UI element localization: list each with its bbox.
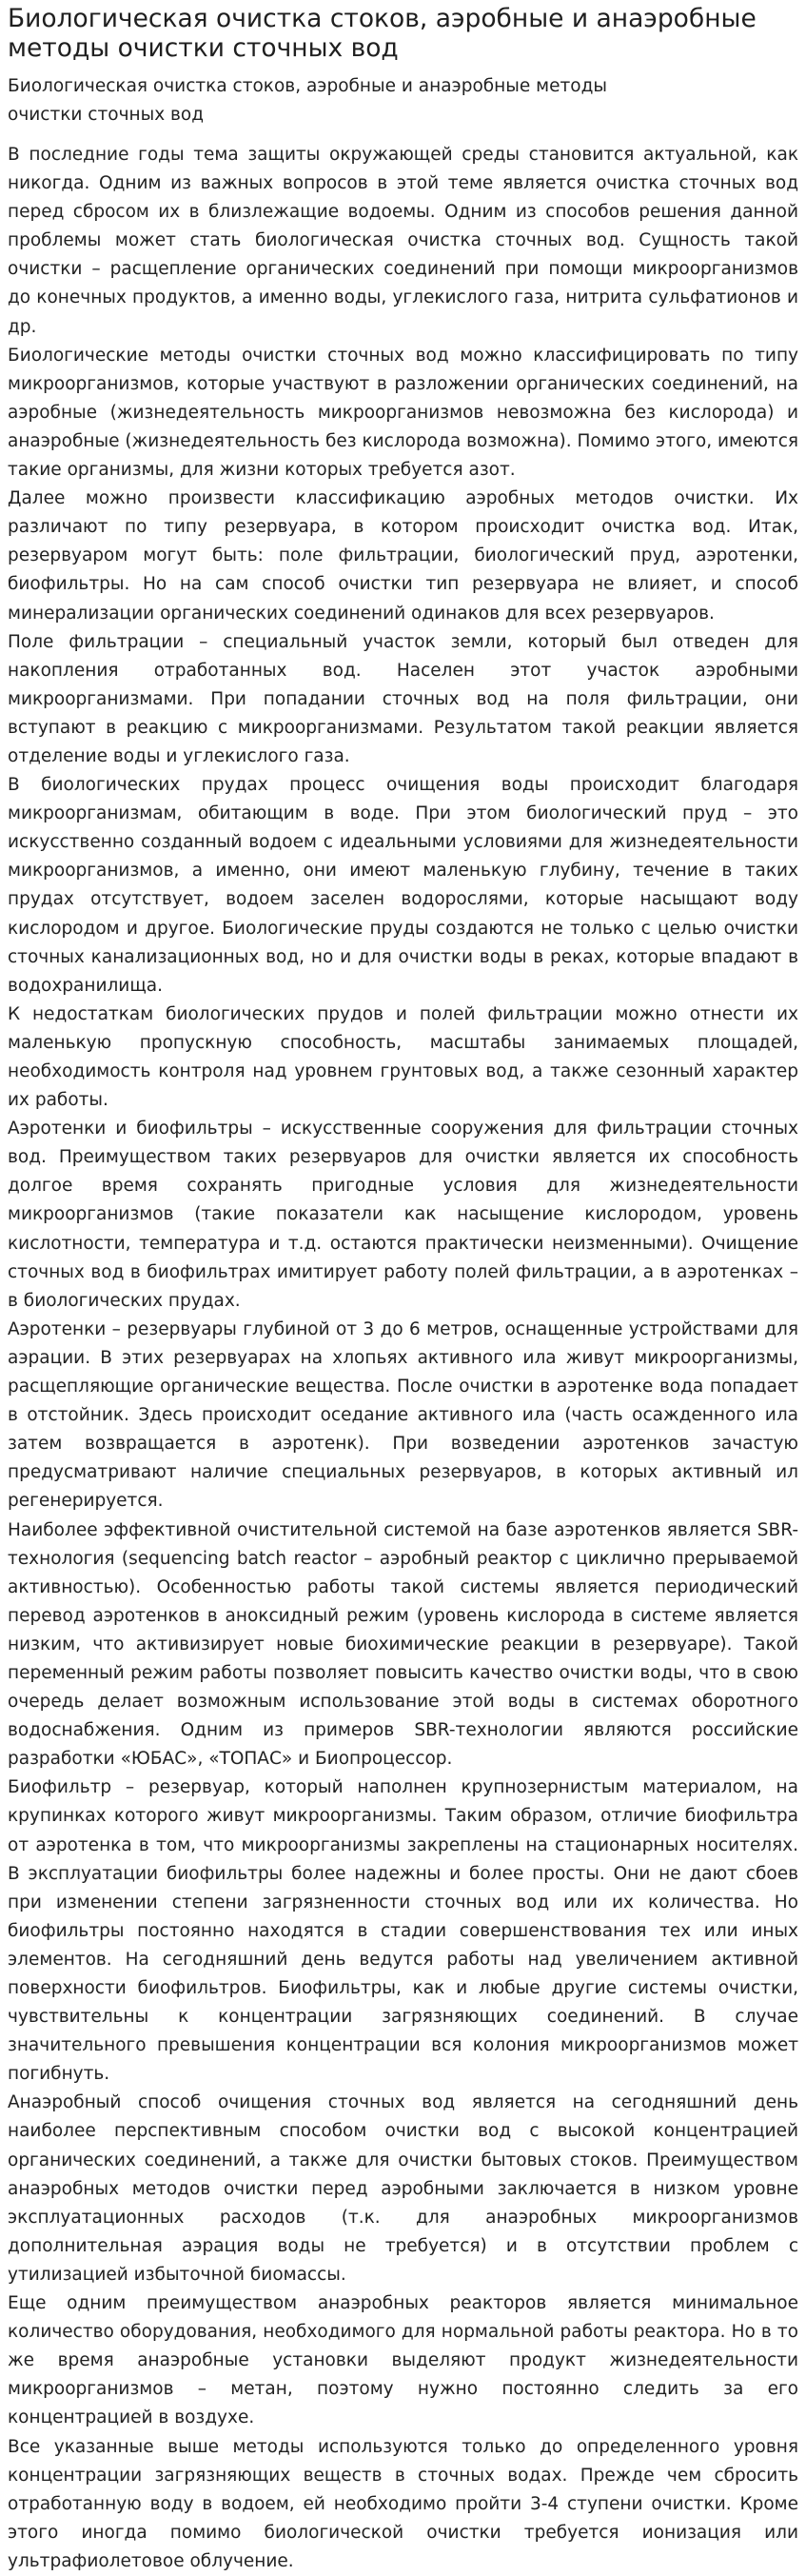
subtitle-line-1: Биологическая очистка стоков, аэробные и анаэробные методы xyxy=(8,76,607,96)
paragraph-aerobic-methods: Далее можно произвести классификацию аэробных методов очистки. Их различают по типу резервуара, в котором происходит очистка вод. Итак, резервуаром могут быть: поле фильтрации, биологический пруд, аэротенки, биофильтры. Но на сам способ очистки тип резервуара не влияет, и способ минерализации органических соединений одинаков для всех резервуаров. xyxy=(8,488,798,624)
paragraph-biofilter: Биофильтр – резервуар, который наполнен крупнозернистым материалом, на крупинках которого живут микроорганизмы. Таким образом, отличие биофильтра от аэротенка в том, что микроорганизмы закреплены на стационарных носителях. В эксплуатации биофильтры более надежны и более просты. Они не дают сбоев при изменении степени загрязненности сточных вод или их количества. Но биофильтры постоянно находятся в стадии совершенствования тех или иных элементов. На сегодняшний день ведутся работы над увеличением активной поверхности биофильтров. Биофильтры, как и любые другие системы очистки, чувствительны к концентрации загрязняющих соединений. В случае значительного превышения концентрации вся колония микроорганизмов может погибнуть. xyxy=(8,1777,798,2085)
page-title: Биологическая очистка стоков, аэробные и анаэробные методы очистки сточных вод xyxy=(8,4,757,63)
paragraph-classification: Биологические методы очистки сточных вод можно классифицировать по типу микроорганизмов, которые участвуют в разложении органических соединений, на аэробные (жизнедеятельность микроорганизмов невозможна без кислорода) и анаэробные (жизнедеятельность без кислорода возможна). Помимо этого, имеются такие организмы, для жизни которых требуется азот. xyxy=(8,345,798,481)
article-subtitle xyxy=(8,72,798,129)
article-body xyxy=(8,141,798,2576)
paragraph-aerotanks: Аэротенки – резервуары глубиной от 3 до 6 метров, оснащенные устройствами для аэрации. В этих резервуарах на хлопьях активного ила живут микроорганизмы, расщепляющие органические вещества. После очистки в аэротенке вода попадает в отстойник. Здесь происходит оседание активного ила (часть осажденного ила затем возвращается в аэротенк). При возведении аэротенков зачастую предусматривают наличие специальных резервуаров, в которых активный ил регенерируется. xyxy=(8,1318,798,1512)
paragraph-aerotanks-biofilters: Аэротенки и биофильтры – искусственные сооружения для фильтрации сточных вод. Преимуществом таких резервуаров для очистки является их способность долгое время сохранять пригодные условия для жизнедеятельности микроорганизмов (такие показатели как насыщение кислородом, уровень кислотности, температура и т.д. остаются практически неизменными). Очищение сточных вод в биофильтрах имитирует работу полей фильтрации, а в аэротенках – в биологических прудах. xyxy=(8,1119,798,1311)
paragraph-intro: В последние годы тема защиты окружающей среды становится актуальной, как никогда. Одним из важных вопросов в этой теме является очистка сточных вод перед сбросом их в близлежащие водоемы. Одним из способов решения данной проблемы может стать биологическая очистка сточных вод. Сущность такой очистки – расщепление органических соединений при помощи микроорганизмов до конечных продуктов, а именно воды, углекислого газа, нитрита сульфатионов и др. xyxy=(8,145,798,337)
paragraph-biological-ponds: В биологических прудах процесс очищения воды происходит благодаря микроорганизмам, обитающим в воде. При этом биологический пруд – это искусственно созданный водоем с идеальными условиями для жизнедеятельности микроорганизмов, а именно, они имеют маленькую глубину, течение в таких прудах отсутствует, водоем заселен водорослями, которые насыщают воду кислородом и другое. Биологические пруды создаются не только с целью очистки сточных канализационных вод, но и для очистки воды в реках, которые впадают в водохранилища. xyxy=(8,775,798,996)
paragraph-sbr-technology: Наиболее эффективной очистительной системой на базе аэротенков является SBR-технология (sequencing batch reactor – аэробный реактор с циклично прерываемой активностью). Особенностью работы такой системы является периодический перевод аэротенков в аноксидный режим (уровень кислорода в системе является низким, что активизирует новые биохимические реакции в резервуаре). Такой переменный режим работы позволяет повысить качество очистки воды, что в свою очередь делает возможным использование этой воды в системах оборотного водоснабжения. Одним из примеров SBR-технологии являются российские разработки «ЮБАС», «ТОПАС» и Биопроцессор. xyxy=(8,1519,798,1770)
subtitle-line-2: очистки сточных вод xyxy=(8,105,205,125)
paragraph-anaerobic: Анаэробный способ очищения сточных вод является на сегодняшний день наиболее перспективным способом очистки вод с высокой концентрацией органических соединений, а также для очистки бытовых стоков. Преимуществом анаэробных методов очистки перед аэробными заключается в низком уровне эксплуатационных расходов (т.к. для анаэробных микроорганизмов дополнительная аэрация воды не требуется) и в отсутствии проблем с утилизацией избыточной биомассы. xyxy=(8,2092,798,2285)
paragraph-filtration-field: Поле фильтрации – специальный участок земли, который был отведен для накопления отработанных вод. Населен этот участок аэробными микроорганизмами. При попадании сточных вод на поля фильтрации, они вступают в реакцию с микроорганизмами. Результатом такой реакции является отделение воды и углекислого газа. xyxy=(8,631,798,766)
paragraph-disadvantages: К недостаткам биологических прудов и полей фильтрации можно отнести их маленькую пропускную способность, масштабы занимаемых площадей, необходимость контроля над уровнем грунтовых вод, а также сезонный характер их работы. xyxy=(8,1003,798,1111)
paragraph-anaerobic-reactors: Еще одним преимуществом анаэробных реакторов является минимальное количество оборудования, необходимого для нормальной работы реактора. Но в то же время анаэробные установки выделяют продукт жизнедеятельности микроорганизмов – метан, поэтому нужно постоянно следить за его концентрацией в воздухе. xyxy=(8,2293,798,2428)
paragraph-conclusion: Все указанные выше методы используются только до определенного уровня концентрации загрязняющих веществ в сточных водах. Прежде чем сбросить отработанную воду в водоем, ей необходимо пройти 3-4 ступени очистки. Кроме этого иногда помимо биологической очистки требуется ионизация или ультрафиолетовое облучение. xyxy=(8,2436,798,2571)
